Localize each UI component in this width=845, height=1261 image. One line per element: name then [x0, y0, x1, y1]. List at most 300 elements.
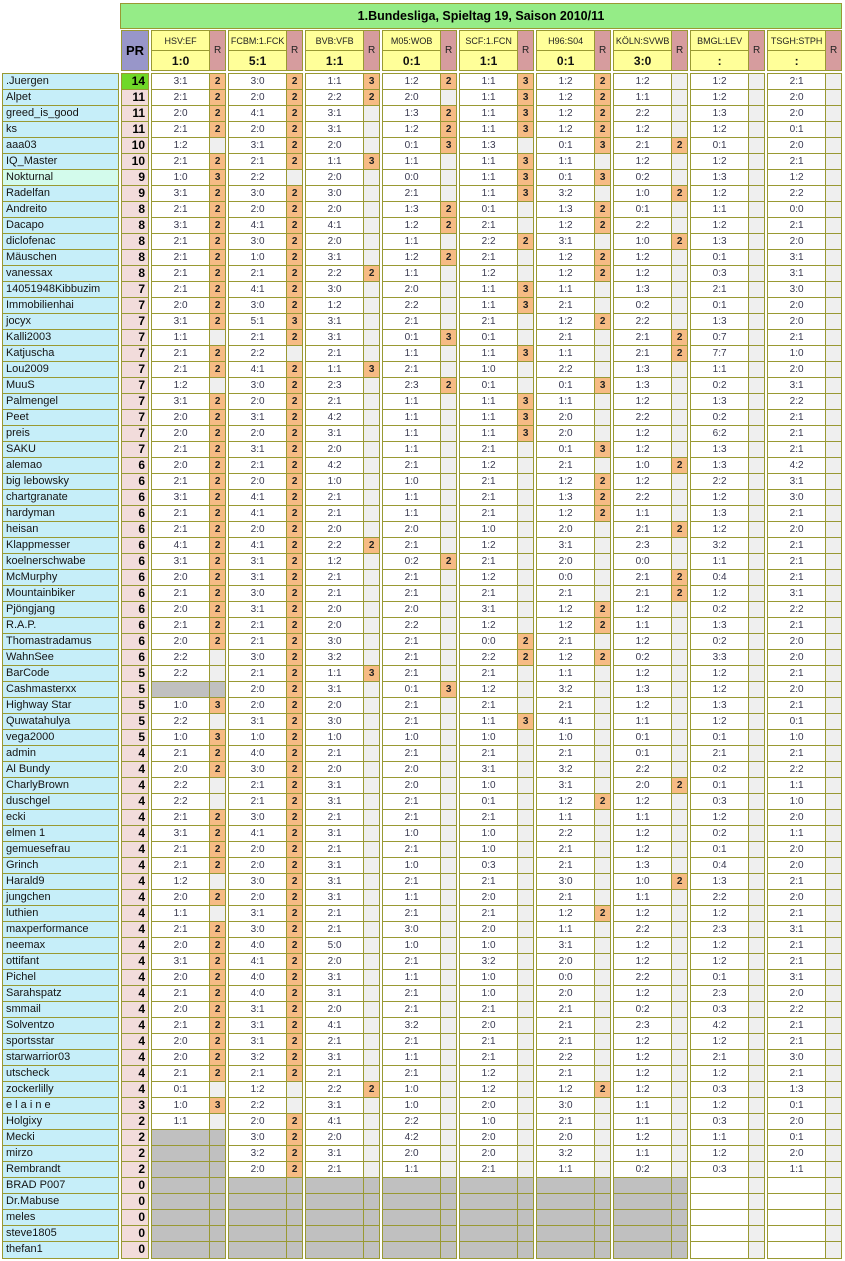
tip-cell: 2:1: [152, 858, 209, 873]
tip-cell: 1:2: [614, 394, 671, 409]
points-cell: [594, 1130, 610, 1145]
points-cell: [594, 890, 610, 905]
tip-cell: 3:0: [537, 874, 594, 889]
tip-cell: 1:2: [614, 986, 671, 1001]
table-row-segment: [306, 538, 379, 554]
points-column-header: R: [517, 31, 533, 70]
pr-value-cell: 6: [122, 634, 148, 650]
pr-value-cell: 0: [122, 1242, 148, 1258]
table-row-segment: [768, 842, 841, 858]
table-row-segment: [537, 778, 610, 794]
tip-cell: 1:3: [691, 106, 748, 121]
table-row-segment: [614, 426, 687, 442]
points-cell: [286, 1226, 302, 1241]
tip-cell: [460, 1194, 517, 1209]
points-cell: [748, 490, 764, 505]
tip-cell: 1:0: [306, 730, 363, 745]
points-cell: [825, 138, 841, 153]
tip-cell: [383, 1210, 440, 1225]
points-cell: 2: [286, 426, 302, 441]
tip-cell: 1:2: [691, 1066, 748, 1081]
points-cell: [363, 1178, 379, 1193]
player-name-cell: Mecki: [3, 1130, 118, 1146]
table-row-segment: [152, 810, 225, 826]
points-cell: [517, 522, 533, 537]
tip-cell: 1:1: [460, 90, 517, 105]
points-cell: 2: [594, 650, 610, 665]
tip-cell: 2:0: [229, 858, 286, 873]
points-cell: 2: [209, 154, 225, 169]
tip-cell: 2:1: [537, 1002, 594, 1017]
match-header: [690, 30, 765, 71]
match-header-tip: [383, 31, 440, 70]
table-row-segment: [691, 1210, 764, 1226]
table-row-segment: [306, 1146, 379, 1162]
tip-cell: 2:1: [768, 666, 825, 681]
points-cell: [825, 170, 841, 185]
points-cell: 2: [594, 602, 610, 617]
match-result: 3:0: [633, 53, 652, 68]
tip-cell: 0:2: [383, 554, 440, 569]
match-header: [767, 30, 842, 71]
tip-cell: 1:2: [691, 906, 748, 921]
tip-cell: 2:1: [229, 778, 286, 793]
points-cell: [517, 826, 533, 841]
table-row-segment: [383, 1050, 456, 1066]
tip-cell: 1:3: [383, 106, 440, 121]
match-teams-label: M05:WOB: [383, 31, 440, 51]
tip-cell: 2:1: [537, 1018, 594, 1033]
tip-cell: 2:1: [460, 1162, 517, 1177]
player-name-cell: .Juergen: [3, 74, 118, 90]
table-row-segment: [614, 538, 687, 554]
points-cell: [440, 490, 456, 505]
tip-cell: 1:1: [537, 810, 594, 825]
table-row-segment: [768, 698, 841, 714]
points-cell: 3: [517, 282, 533, 297]
points-cell: 3: [594, 442, 610, 457]
match-header: [151, 30, 226, 71]
tip-cell: 2:1: [614, 330, 671, 345]
tip-cell: 2:1: [460, 218, 517, 233]
table-row-segment: [306, 298, 379, 314]
tip-cell: 0:1: [691, 298, 748, 313]
table-row-segment: [460, 1130, 533, 1146]
table-row-segment: [768, 314, 841, 330]
pr-value-cell: 2: [122, 1130, 148, 1146]
match-header-tip: [460, 31, 517, 70]
table-row-segment: [768, 906, 841, 922]
table-row-segment: [614, 570, 687, 586]
table-row-segment: [691, 410, 764, 426]
tip-cell: 2:1: [383, 746, 440, 761]
points-cell: [440, 362, 456, 377]
table-row-segment: [152, 730, 225, 746]
table-row-segment: [229, 938, 302, 954]
table-row-segment: [460, 1226, 533, 1242]
tip-cell: 1:1: [460, 74, 517, 89]
points-cell: [363, 650, 379, 665]
table-row-segment: [614, 650, 687, 666]
tip-cell: 2:1: [614, 570, 671, 585]
tip-cell: 1:2: [614, 938, 671, 953]
table-row-segment: [537, 1082, 610, 1098]
tip-cell: 1:0: [383, 474, 440, 489]
points-cell: 2: [363, 266, 379, 281]
pr-value-cell: 6: [122, 474, 148, 490]
tip-cell: 0:1: [614, 202, 671, 217]
points-cell: [825, 1178, 841, 1193]
pr-value-cell: 4: [122, 1034, 148, 1050]
points-cell: [825, 602, 841, 617]
match-column: [382, 73, 457, 1259]
points-cell: [363, 1034, 379, 1049]
tip-cell: 2:2: [306, 266, 363, 281]
table-row-segment: [383, 266, 456, 282]
table-row-segment: [306, 1162, 379, 1178]
table-row-segment: [691, 170, 764, 186]
points-cell: [517, 1114, 533, 1129]
table-row-segment: [383, 314, 456, 330]
player-name-cell: hardyman: [3, 506, 118, 522]
tip-cell: 3:0: [768, 282, 825, 297]
points-cell: [517, 314, 533, 329]
tip-cell: 1:1: [152, 330, 209, 345]
points-cell: 2: [209, 474, 225, 489]
table-row-segment: [383, 1194, 456, 1210]
points-cell: [671, 1082, 687, 1097]
tip-cell: 0:2: [614, 1162, 671, 1177]
table-row-segment: [614, 298, 687, 314]
points-cell: 2: [209, 218, 225, 233]
points-cell: [209, 794, 225, 809]
points-cell: [671, 1098, 687, 1113]
tip-cell: 2:2: [537, 1050, 594, 1065]
tip-cell: 1:2: [691, 154, 748, 169]
tip-cell: 1:1: [460, 170, 517, 185]
points-cell: [748, 602, 764, 617]
table-row-segment: [691, 122, 764, 138]
table-row-segment: [229, 1034, 302, 1050]
player-name-cell: Lou2009: [3, 362, 118, 378]
tip-cell: 1:1: [306, 362, 363, 377]
points-cell: 3: [517, 346, 533, 361]
points-cell: [825, 1066, 841, 1081]
table-row-segment: [306, 810, 379, 826]
points-cell: 2: [517, 634, 533, 649]
table-row-segment: [152, 1050, 225, 1066]
tip-cell: 3:0: [229, 650, 286, 665]
tip-cell: 1:2: [691, 1034, 748, 1049]
tip-cell: 2:2: [614, 922, 671, 937]
table-row-segment: [152, 234, 225, 250]
points-cell: [440, 858, 456, 873]
table-row-segment: [306, 1066, 379, 1082]
table-row-segment: [691, 1018, 764, 1034]
table-row-segment: [537, 1210, 610, 1226]
points-cell: [517, 1130, 533, 1145]
tip-cell: 2:0: [768, 106, 825, 121]
points-cell: 2: [209, 602, 225, 617]
table-row-segment: [460, 218, 533, 234]
tip-cell: 2:0: [768, 362, 825, 377]
table-row-segment: [383, 954, 456, 970]
tip-cell: 2:1: [768, 874, 825, 889]
tip-cell: 2:0: [768, 298, 825, 313]
tip-cell: 1:2: [383, 122, 440, 137]
points-cell: [748, 906, 764, 921]
tip-cell: 2:1: [383, 1066, 440, 1081]
table-row-segment: [383, 490, 456, 506]
table-row-segment: [460, 698, 533, 714]
table-row-segment: [383, 394, 456, 410]
tip-cell: 1:1: [691, 1130, 748, 1145]
tip-cell: 2:1: [306, 1162, 363, 1177]
table-row-segment: [229, 554, 302, 570]
tip-cell: 2:1: [691, 1050, 748, 1065]
tip-cell: 1:1: [460, 106, 517, 121]
points-cell: 2: [671, 138, 687, 153]
points-cell: 2: [286, 282, 302, 297]
table-row-segment: [768, 234, 841, 250]
points-cell: 2: [209, 458, 225, 473]
table-row-segment: [537, 1114, 610, 1130]
player-name-cell: Kalli2003: [3, 330, 118, 346]
tip-cell: 2:2: [768, 186, 825, 201]
points-cell: [671, 506, 687, 521]
table-row-segment: [460, 1162, 533, 1178]
points-cell: 2: [363, 538, 379, 553]
table-row-segment: [614, 1194, 687, 1210]
points-cell: 2: [594, 266, 610, 281]
tip-cell: 2:2: [691, 474, 748, 489]
table-row-segment: [460, 330, 533, 346]
points-cell: 2: [286, 490, 302, 505]
pr-value-cell: 7: [122, 314, 148, 330]
table-row-segment: [768, 826, 841, 842]
player-name-cell: Cashmasterxx: [3, 682, 118, 698]
tip-cell: 3:1: [537, 538, 594, 553]
tip-cell: 2:0: [152, 458, 209, 473]
points-cell: [363, 762, 379, 777]
table-row-segment: [537, 890, 610, 906]
table-row-segment: [614, 1226, 687, 1242]
table-row-segment: [460, 554, 533, 570]
table-row-segment: [614, 602, 687, 618]
points-cell: [594, 186, 610, 201]
tip-cell: 2:1: [537, 298, 594, 313]
tip-cell: 3:1: [460, 602, 517, 617]
table-row-segment: [383, 730, 456, 746]
player-name-cell: R.A.P.: [3, 618, 118, 634]
table-row-segment: [460, 298, 533, 314]
points-cell: [363, 410, 379, 425]
points-cell: [286, 1210, 302, 1225]
pr-value-cell: 4: [122, 858, 148, 874]
table-row-segment: [614, 266, 687, 282]
tip-cell: 1:3: [691, 170, 748, 185]
table-row-segment: [152, 266, 225, 282]
table-row-segment: [229, 634, 302, 650]
player-name-cell: Katjuscha: [3, 346, 118, 362]
points-cell: 2: [671, 522, 687, 537]
tip-cell: 1:2: [537, 266, 594, 281]
tip-cell: 2:1: [229, 154, 286, 169]
table-row-segment: [306, 650, 379, 666]
points-cell: [209, 1242, 225, 1258]
points-cell: [286, 1098, 302, 1113]
points-cell: [748, 1194, 764, 1209]
table-row-segment: [614, 1098, 687, 1114]
points-cell: [748, 858, 764, 873]
table-row-segment: [691, 1002, 764, 1018]
points-cell: 2: [286, 746, 302, 761]
tip-cell: 3:2: [691, 538, 748, 553]
points-cell: 2: [286, 298, 302, 313]
table-row-segment: [152, 170, 225, 186]
tip-cell: 1:0: [383, 826, 440, 841]
table-row-segment: [152, 442, 225, 458]
tip-cell: 0:0: [383, 170, 440, 185]
points-cell: [748, 474, 764, 489]
table-row-segment: [152, 826, 225, 842]
tip-cell: 0:1: [460, 794, 517, 809]
points-cell: [594, 154, 610, 169]
points-cell: [748, 1066, 764, 1081]
points-cell: [825, 810, 841, 825]
points-cell: [825, 906, 841, 921]
points-cell: [363, 1002, 379, 1017]
table-row-segment: [614, 890, 687, 906]
points-cell: [440, 1146, 456, 1161]
table-row-segment: [152, 426, 225, 442]
tip-cell: 5:1: [229, 314, 286, 329]
table-row-segment: [229, 1130, 302, 1146]
table-row-segment: [691, 1162, 764, 1178]
tip-cell: [229, 1194, 286, 1209]
points-cell: [748, 730, 764, 745]
table-row-segment: [460, 1018, 533, 1034]
table-row-segment: [537, 586, 610, 602]
points-cell: [594, 410, 610, 425]
table-row-segment: [229, 1018, 302, 1034]
table-row-segment: [460, 906, 533, 922]
match-column: [613, 73, 688, 1259]
tip-cell: 3:0: [229, 298, 286, 313]
points-cell: [671, 954, 687, 969]
points-cell: 2: [440, 218, 456, 233]
match-header-tip: [306, 31, 363, 70]
table-row-segment: [537, 1226, 610, 1242]
points-cell: 3: [209, 698, 225, 713]
tip-cell: 1:2: [691, 90, 748, 105]
table-row-segment: [152, 1194, 225, 1210]
points-cell: 3: [517, 74, 533, 89]
tip-cell: 7:7: [691, 346, 748, 361]
pr-value-cell: 7: [122, 330, 148, 346]
tip-cell: 2:0: [229, 122, 286, 137]
table-row-segment: [691, 154, 764, 170]
points-cell: [594, 666, 610, 681]
table-row-segment: [152, 906, 225, 922]
tip-cell: 1:2: [537, 122, 594, 137]
player-name-cell: zockerlilly: [3, 1082, 118, 1098]
tip-cell: 2:0: [152, 106, 209, 121]
table-row-segment: [229, 1050, 302, 1066]
table-row-segment: [152, 1082, 225, 1098]
table-row-segment: [229, 426, 302, 442]
table-row-segment: [614, 586, 687, 602]
points-cell: [363, 778, 379, 793]
table-row-segment: [383, 986, 456, 1002]
table-row-segment: [306, 474, 379, 490]
table-row-segment: [768, 378, 841, 394]
points-cell: 2: [440, 250, 456, 265]
table-row-segment: [152, 1034, 225, 1050]
points-cell: [363, 970, 379, 985]
points-column-header: R: [594, 31, 610, 70]
points-cell: 2: [286, 842, 302, 857]
points-cell: [440, 506, 456, 521]
match-teams-label: BVB:VFB: [306, 31, 363, 51]
table-row-segment: [691, 138, 764, 154]
tip-cell: 0:1: [768, 714, 825, 729]
points-cell: [748, 426, 764, 441]
points-cell: 2: [286, 1002, 302, 1017]
points-cell: [517, 1002, 533, 1017]
table-row-segment: [691, 1226, 764, 1242]
table-row-segment: [383, 458, 456, 474]
tip-cell: 2:1: [460, 698, 517, 713]
tip-cell: 0:1: [691, 842, 748, 857]
table-row-segment: [537, 186, 610, 202]
table-row-segment: [691, 298, 764, 314]
points-cell: 2: [209, 442, 225, 457]
table-row-segment: [383, 138, 456, 154]
points-cell: [594, 234, 610, 249]
tip-cell: 3:0: [306, 282, 363, 297]
tip-cell: 2:0: [768, 138, 825, 153]
table-row-segment: [614, 170, 687, 186]
tip-cell: 2:0: [768, 890, 825, 905]
table-row-segment: [537, 730, 610, 746]
points-cell: 2: [209, 410, 225, 425]
table-row-segment: [460, 458, 533, 474]
tip-cell: 2:1: [152, 506, 209, 521]
points-cell: [363, 1162, 379, 1177]
points-cell: 2: [286, 1050, 302, 1065]
table-row-segment: [152, 122, 225, 138]
tip-cell: 2:0: [383, 762, 440, 777]
tip-cell: 3:1: [768, 250, 825, 265]
points-cell: 2: [286, 1066, 302, 1081]
points-cell: [825, 74, 841, 89]
tip-cell: 2:2: [152, 650, 209, 665]
tip-cell: 2:1: [460, 490, 517, 505]
pr-value-cell: 8: [122, 266, 148, 282]
tip-cell: 2:1: [152, 90, 209, 105]
table-row-segment: [614, 474, 687, 490]
points-cell: 3: [517, 394, 533, 409]
tip-cell: 1:2: [614, 1034, 671, 1049]
points-cell: 2: [209, 954, 225, 969]
tip-cell: [306, 1178, 363, 1193]
pr-value-cell: 4: [122, 842, 148, 858]
tip-cell: 2:1: [383, 538, 440, 553]
tip-cell: 1:1: [614, 618, 671, 633]
points-cell: 2: [209, 1002, 225, 1017]
tip-cell: 2:3: [691, 986, 748, 1001]
